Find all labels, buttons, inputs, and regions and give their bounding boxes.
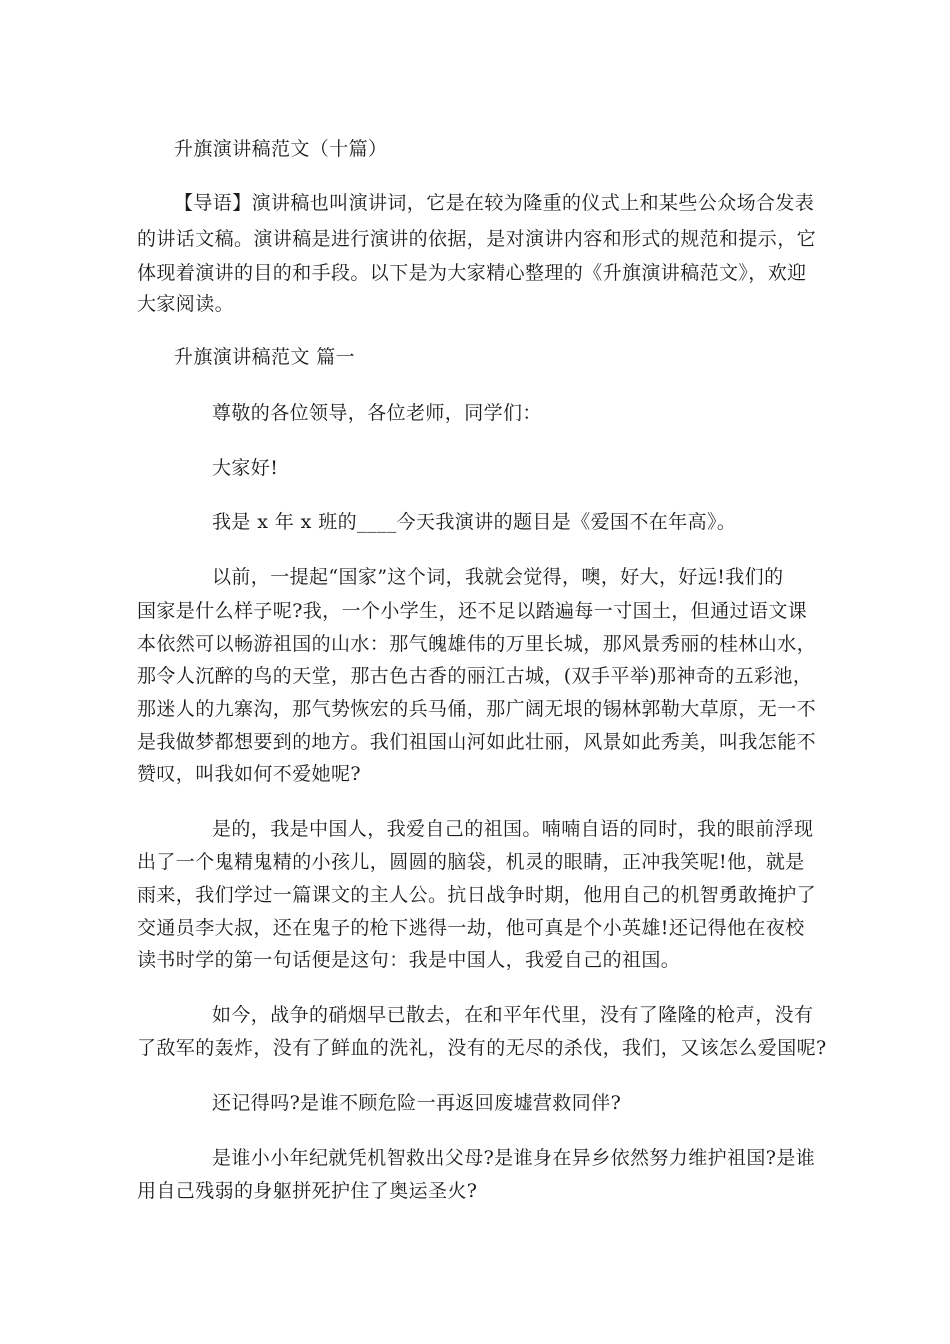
paragraph-4-line-5: 那迷人的九寨沟，那气势恢宏的兵马俑，那广阔无垠的锡林郭勒大草原，无一不 — [137, 698, 817, 720]
paragraph-4-line-4: 那令人沉醉的鸟的天堂，那古色古香的丽江古城，(双手平举)那神奇的五彩池， — [137, 665, 813, 687]
paragraph-4-line-1: 以前，一提起“国家”这个词，我就会觉得，噢，好大，好远!我们的 — [212, 566, 784, 588]
paragraph-5-line-2: 出了一个鬼精鬼精的小孩儿，圆圆的脑袋，机灵的眼睛，正冲我笑呢!他，就是 — [137, 851, 805, 873]
self-intro: 我是 x 年 x 班的____今天我演讲的题目是《爱国不在年高》。 — [212, 511, 737, 533]
intro-line-4: 大家阅读。 — [137, 293, 235, 315]
paragraph-4-line-6: 是我做梦都想要到的地方。我们祖国山河如此壮丽，风景如此秀美，叫我怎能不 — [137, 731, 817, 753]
salutation: 尊敬的各位领导，各位老师，同学们： — [212, 402, 542, 424]
document-title: 升旗演讲稿范文（十篇） — [174, 138, 388, 160]
paragraph-8-line-1: 是谁小小年纪就凭机智救出父母?是谁身在异乡依然努力维护祖国?是谁 — [212, 1147, 816, 1169]
greeting: 大家好! — [212, 457, 279, 479]
paragraph-5-line-4: 交通员李大叔，还在鬼子的枪下逃得一劫，他可真是个小英雄!还记得他在夜校 — [137, 917, 805, 939]
paragraph-6-line-2: 了敌军的轰炸，没有了鲜血的洗礼，没有的无尽的杀伐，我们，又该怎么爱国呢? — [137, 1037, 827, 1059]
paragraph-4-line-7: 赞叹，叫我如何不爱她呢? — [137, 763, 361, 785]
intro-marker: 【导语】 — [174, 192, 252, 214]
paragraph-5-line-3: 雨来，我们学过一篇课文的主人公。抗日战争时期，他用自己的机智勇敢掩护了 — [137, 884, 817, 906]
intro-line-3: 体现着演讲的目的和手段。以下是为大家精心整理的《升旗演讲稿范文》，欢迎 — [137, 262, 807, 284]
paragraph-5-line-1: 是的，我是中国人，我爱自己的祖国。喃喃自语的同时，我的眼前浮现 — [212, 818, 814, 840]
paragraph-7: 还记得吗?是谁不顾危险一再返回废墟营救同伴? — [212, 1092, 622, 1114]
intro-line-2: 的讲话文稿。演讲稿是进行演讲的依据，是对演讲内容和形式的规范和提示，它 — [137, 228, 817, 250]
section-heading: 升旗演讲稿范文 篇一 — [174, 346, 356, 368]
paragraph-4-line-3: 本依然可以畅游祖国的山水：那气魄雄伟的万里长城，那风景秀丽的桂林山水， — [137, 633, 817, 655]
paragraph-6-line-1: 如今，战争的硝烟早已散去，在和平年代里，没有了隆隆的枪声，没有 — [212, 1004, 814, 1026]
paragraph-4-line-2: 国家是什么样子呢?我，一个小学生，还不足以踏遍每一寸国土，但通过语文课 — [137, 600, 808, 622]
paragraph-5-line-5: 读书时学的第一句话便是这句：我是中国人，我爱自己的祖国。 — [137, 949, 681, 971]
paragraph-8-line-2: 用自己残弱的身躯拼死护住了奥运圣火? — [137, 1180, 478, 1202]
intro-line-1 — [174, 192, 814, 214]
intro-text: 演讲稿也叫演讲词，它是在较为隆重的仪式上和某些公众场合发表 — [251, 192, 815, 214]
